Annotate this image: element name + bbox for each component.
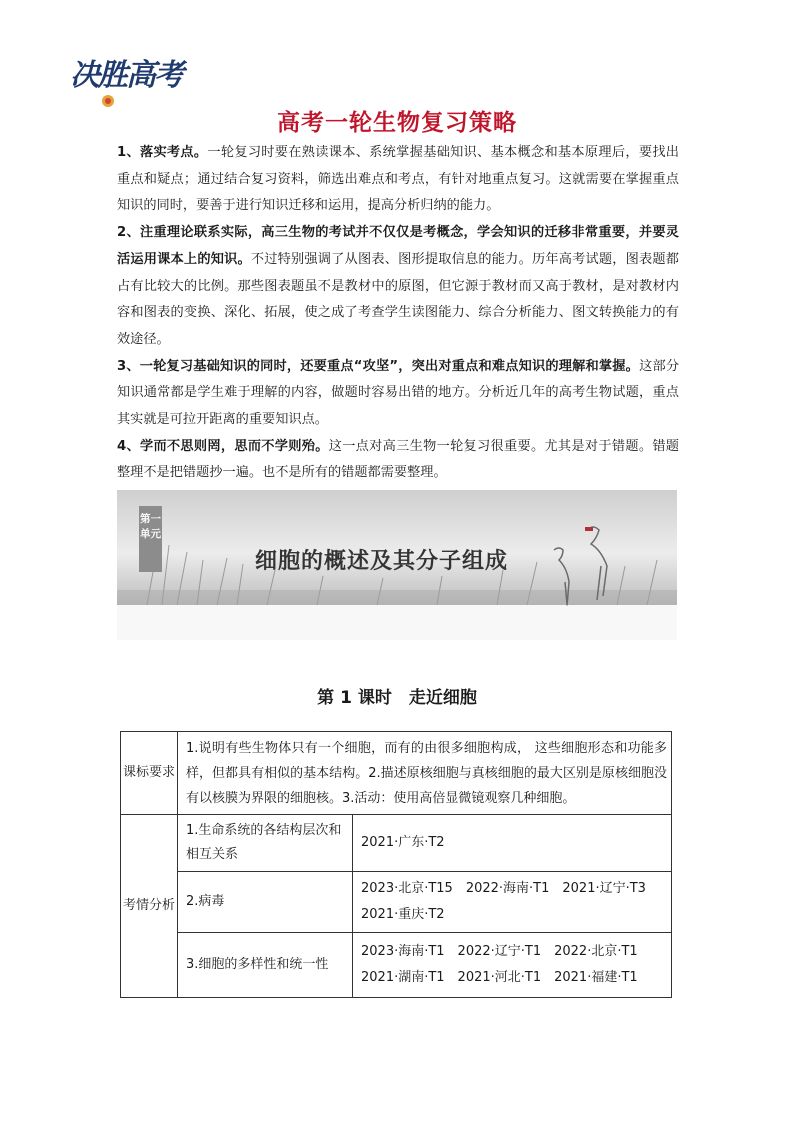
table-row xyxy=(121,872,672,933)
analysis-topic: 2.病毒 xyxy=(178,872,353,933)
analysis-header-text: 考情分析 xyxy=(122,898,175,913)
intro-paragraph-2-text: 不过特别强调了从图表、图形提取信息的能力。历年高考试题，图表题都占有比较大的比例。那些图表题虽不是教材中的原图，但它源于教材而又高于教材，是对教材内容和图表的变换、深化、拓展，使之成了考查学生读图能力、综合分析能力、图文转换能力的有效途径。 xyxy=(117,251,679,347)
analysis-topic: 3.细胞的多样性和统一性 xyxy=(178,933,353,998)
exam-ref-line: 2023·北京·T15 2022·海南·T1 2021·辽宁·T3 xyxy=(361,881,646,896)
requirements-header xyxy=(121,732,178,815)
exam-ref-line: 2023·海南·T1 2022·辽宁·T1 2022·北京·T1 xyxy=(361,944,638,959)
intro-paragraph-1 xyxy=(117,140,679,220)
intro-section xyxy=(117,140,679,487)
unit-banner xyxy=(117,490,677,640)
analysis-exam-refs xyxy=(353,933,672,998)
exam-ref-line: 2021·湖南·T1 2021·河北·T1 2021·福建·T1 xyxy=(361,970,638,985)
table-row xyxy=(121,933,672,998)
requirements-header-text: 课标要求 xyxy=(122,765,175,780)
page-title: 高考一轮生物复习策略 xyxy=(277,110,517,136)
exam-ref-line: 2021·重庆·T2 xyxy=(361,907,445,922)
intro-paragraph-4-heading: 4、学而不思则罔，思而不学则殆。 xyxy=(117,438,329,454)
intro-paragraph-4 xyxy=(117,434,679,487)
analysis-exam-refs xyxy=(353,815,672,872)
logo-text: 决胜高考 xyxy=(70,58,182,93)
requirements-text: 1.说明有些生物体只有一个细胞，而有的由很多细胞构成， 这些细胞形态和功能多样，但都具有相似的基本结构。2.描述原核细胞与真核细胞的最大区别是原核细胞没有以核膜为界限的细胞核。3.活动：使用高倍显微镜观察几种细胞。 xyxy=(178,732,672,815)
unit-title: 细胞的概述及其分子组成 xyxy=(255,549,509,574)
intro-paragraph-3 xyxy=(117,354,679,434)
table-row-requirements xyxy=(121,732,672,815)
analysis-header xyxy=(121,815,178,998)
exam-ref-line: 2021·广东·T2 xyxy=(361,835,445,850)
unit-number-label: 第一单元 xyxy=(139,506,162,572)
intro-paragraph-1-text: 一轮复习时要在熟读课本、系统掌握基础知识、基本概念和基本原理后，要找出重点和疑点；通过结合复习资料，筛选出难点和考点，有针对地重点复习。这就需要在掌握重点知识的同时，要善于进行知识迁移和运用，提高分析归纳的能力。 xyxy=(117,145,679,214)
lesson-title: 第 1 课时 走近细胞 xyxy=(317,688,477,708)
curriculum-table xyxy=(120,731,672,998)
analysis-exam-refs xyxy=(353,872,672,933)
intro-paragraph-3-text: 这部分知识通常都是学生难于理解的内容，做题时容易出错的地方。分析近几年的高考生物试题，重点其实就是可拉开距离的重要知识点。 xyxy=(117,358,680,428)
analysis-topic: 1.生命系统的各结构层次和相互关系 xyxy=(178,815,353,872)
table-row xyxy=(121,815,672,872)
intro-paragraph-4-text: 这一点对高三生物一轮复习很重要。尤其是对于错题。错题整理不是把错题抄一遍。也不是所有的错题都需要整理。 xyxy=(117,438,679,481)
intro-paragraph-3-heading: 3、一轮复习基础知识的同时，还要重点“攻坚”，突出对重点和难点知识的理解和掌握。 xyxy=(117,358,640,374)
intro-paragraph-2-heading: 2、注重理论联系实际，高三生物的考试并不仅仅是考概念，学会知识的迁移非常重要，并要灵活运用课本上的知识。 xyxy=(117,225,679,267)
intro-paragraph-1-heading: 1、落实考点。 xyxy=(117,145,208,160)
intro-paragraph-2 xyxy=(117,220,679,354)
